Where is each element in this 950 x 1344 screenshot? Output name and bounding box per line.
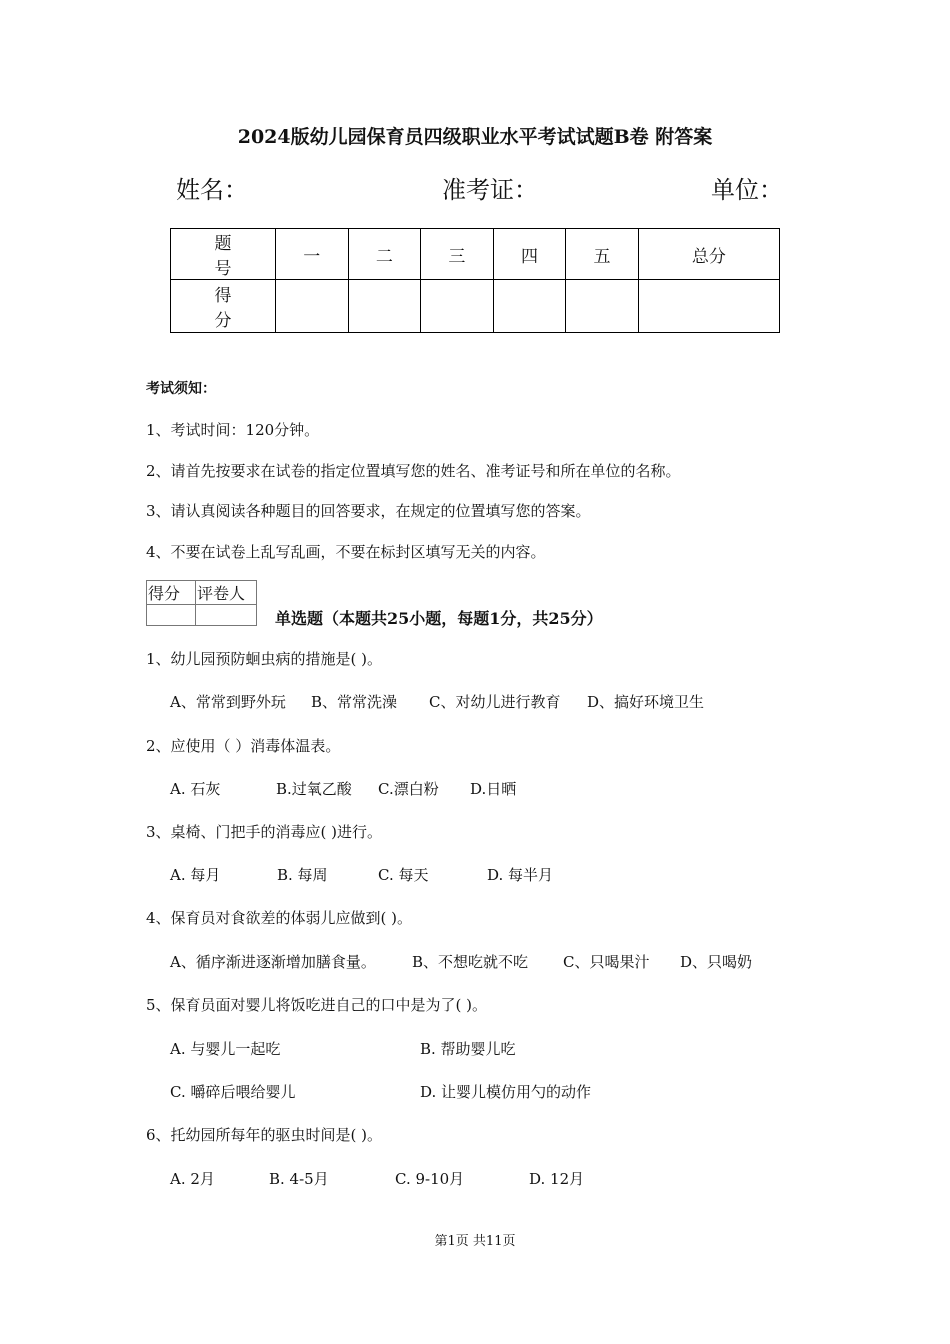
document-title: 2024版幼儿园保育员四级职业水平考试试题B卷 附答案 xyxy=(237,126,713,148)
question-option: B. 4-5月 xyxy=(269,1170,329,1188)
name-field-label: 姓名： xyxy=(176,176,248,204)
question-stem: 2、应使用（ ）消毒体温表。 xyxy=(146,737,341,755)
question-option: A. 与婴儿一起吃 xyxy=(170,1040,281,1058)
page-footer: 第1页 共11页 xyxy=(434,1234,516,1249)
question-option: C、对幼儿进行教育 xyxy=(429,693,561,711)
question-stem: 1、幼儿园预防蛔虫病的措施是( )。 xyxy=(146,650,383,668)
question-stem: 6、托幼园所每年的驱虫时间是( )。 xyxy=(146,1126,383,1144)
question-option: A、常常到野外玩 xyxy=(170,693,286,711)
score-table-header-cell: 五 xyxy=(566,229,639,280)
question-option: D、只喝奶 xyxy=(680,953,753,971)
score-row-label: 得 分 xyxy=(171,280,276,333)
question-option: B. 每周 xyxy=(277,866,328,884)
exam-id-field-label: 准考证： xyxy=(442,176,538,204)
question-option: B.过氧乙酸 xyxy=(276,780,352,798)
question-option: A. 2月 xyxy=(170,1170,215,1188)
score-table-header-cell: 总分 xyxy=(638,229,779,280)
question-option: B、不想吃就不吃 xyxy=(412,953,529,971)
score-table-score-row xyxy=(171,280,780,333)
notice-item: 1、考试时间：120分钟。 xyxy=(146,421,320,439)
question-option: A、循序渐进逐渐增加膳食量。 xyxy=(170,953,376,971)
notice-item: 3、请认真阅读各种题目的回答要求，在规定的位置填写您的答案。 xyxy=(146,502,591,520)
score-cell[interactable] xyxy=(276,280,349,333)
score-cell[interactable] xyxy=(348,280,421,333)
notice-heading: 考试须知： xyxy=(146,381,216,397)
score-table-header-cell: 四 xyxy=(493,229,566,280)
score-table-header-cell: 三 xyxy=(421,229,494,280)
score-table-header-row xyxy=(171,229,780,280)
unit-field-label: 单位： xyxy=(711,176,783,204)
question-option: A. 每月 xyxy=(170,866,221,884)
question-option: A. 石灰 xyxy=(170,780,221,798)
question-option: C. 9-10月 xyxy=(395,1170,465,1188)
grader-box xyxy=(146,580,257,626)
question-stem: 5、保育员面对婴儿将饭吃进自己的口中是为了( )。 xyxy=(146,996,488,1014)
question-option: D、搞好环境卫生 xyxy=(587,693,705,711)
score-cell[interactable] xyxy=(421,280,494,333)
section-title: 单选题（本题共25小题，每题1分，共25分） xyxy=(275,609,603,628)
question-option: C.漂白粉 xyxy=(378,780,439,798)
question-option: C. 嚼碎后喂给婴儿 xyxy=(170,1083,296,1101)
grader-score-label: 得分 xyxy=(147,581,196,605)
question-option: C、只喝果汁 xyxy=(563,953,650,971)
question-option: B. 帮助婴儿吃 xyxy=(420,1040,516,1058)
question-option: D. 12月 xyxy=(529,1170,585,1188)
question-option: C. 每天 xyxy=(378,866,429,884)
notice-item: 4、不要在试卷上乱写乱画，不要在标封区填写无关的内容。 xyxy=(146,543,546,561)
score-table-header-cell: 题 号 xyxy=(171,229,276,280)
score-cell[interactable] xyxy=(638,280,779,333)
score-table-header-cell: 一 xyxy=(276,229,349,280)
question-option: B、常常洗澡 xyxy=(311,693,398,711)
grader-score-cell[interactable] xyxy=(147,605,196,626)
score-table xyxy=(170,228,780,333)
score-cell[interactable] xyxy=(493,280,566,333)
grader-reviewer-label: 评卷人 xyxy=(196,581,257,605)
score-cell[interactable] xyxy=(566,280,639,333)
question-stem: 4、保育员对食欲差的体弱儿应做到( )。 xyxy=(146,909,413,927)
question-option: D. 每半月 xyxy=(487,866,554,884)
question-stem: 3、桌椅、门把手的消毒应( )进行。 xyxy=(146,823,383,841)
question-option: D. 让婴儿模仿用勺的动作 xyxy=(420,1083,592,1101)
question-option: D.日晒 xyxy=(470,780,517,798)
notice-item: 2、请首先按要求在试卷的指定位置填写您的姓名、准考证号和所在单位的名称。 xyxy=(146,462,681,480)
score-table-header-cell: 二 xyxy=(348,229,421,280)
grader-reviewer-cell[interactable] xyxy=(196,605,257,626)
